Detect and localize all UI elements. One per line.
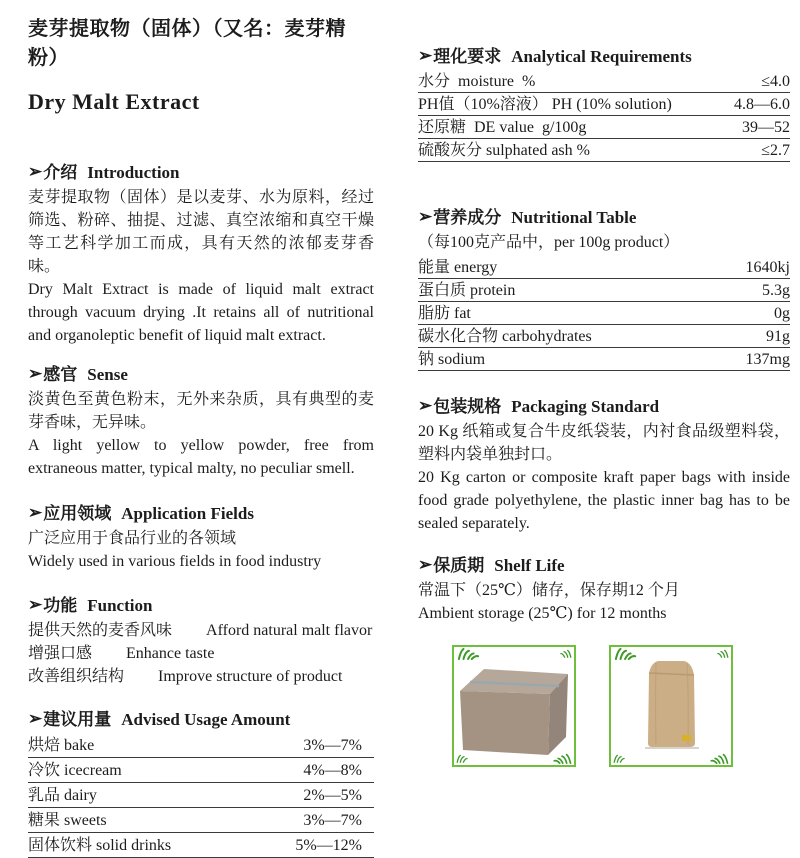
table-row xyxy=(28,758,374,783)
function-heading xyxy=(28,595,374,617)
grass-decoration-icon xyxy=(552,753,572,764)
row-label: 蛋白质 protein xyxy=(418,282,516,299)
row-label: 糖果 sweets xyxy=(28,812,107,829)
page-title-zh: 麦芽提取物（固体）（又名：麦芽精粉） xyxy=(28,18,346,69)
row-value: 3%—7% xyxy=(303,812,362,829)
section-arrow-icon: ➢ xyxy=(418,555,433,574)
heading-en: Packaging Standard xyxy=(511,397,660,416)
row-label: 能量 energy xyxy=(418,259,498,276)
section-arrow-icon: ➢ xyxy=(28,503,43,522)
row-label: 冷饮 icecream xyxy=(28,762,122,779)
packaging-body-en: 20 Kg carton or composite kraft paper bags with inside food grade polyethylene, the plastic inner bag has to be sealed separately. xyxy=(418,469,790,532)
heading-zh: 感官 xyxy=(43,365,78,384)
analytical-table xyxy=(418,70,790,162)
section-arrow-icon: ➢ xyxy=(28,595,43,614)
row-label: PH值（10%溶液） PH (10% solution) xyxy=(418,96,672,113)
table-row xyxy=(418,256,790,279)
right-column xyxy=(418,0,790,767)
kraft-bag-photo-frame xyxy=(609,645,733,767)
packaging-heading xyxy=(418,396,790,418)
introduction-heading xyxy=(28,162,374,184)
nutrition-note: （每100克产品中，per 100g product） xyxy=(418,234,680,251)
grass-decoration-icon xyxy=(556,648,572,659)
table-row xyxy=(418,302,790,325)
table-row xyxy=(28,808,374,833)
section-arrow-icon: ➢ xyxy=(28,162,43,181)
row-value: 2%—5% xyxy=(303,787,362,804)
application-body-en: Widely used in various fields in food industry xyxy=(28,553,322,570)
row-value: 4%—8% xyxy=(303,762,362,779)
section-introduction xyxy=(28,162,374,347)
row-label: 烘焙 bake xyxy=(28,737,95,754)
heading-zh: 介绍 xyxy=(43,163,78,182)
row-label: 脂肪 fat xyxy=(418,305,471,322)
carton-photo-frame xyxy=(452,645,576,767)
section-arrow-icon: ➢ xyxy=(418,396,433,415)
heading-en: Shelf Life xyxy=(494,556,565,575)
row-value: 5.3g xyxy=(762,282,790,299)
heading-en: Introduction xyxy=(87,163,180,182)
section-analytical-requirements xyxy=(418,0,790,162)
row-value: 4.8—6.0 xyxy=(734,96,790,113)
row-value: 91g xyxy=(766,328,790,345)
heading-en: Nutritional Table xyxy=(511,208,637,227)
function-item xyxy=(28,665,374,688)
row-value: 137mg xyxy=(745,351,790,368)
heading-zh: 功能 xyxy=(43,596,78,615)
heading-en: Sense xyxy=(87,365,128,384)
row-label: 固体饮料 solid drinks xyxy=(28,837,172,854)
grass-decoration-icon xyxy=(456,648,482,659)
grass-decoration-icon xyxy=(713,648,729,659)
application-body-zh: 广泛应用于食品行业的各领域 xyxy=(28,530,237,547)
function-item-zh: 改善组织结构 xyxy=(28,668,125,685)
row-value: ≤4.0 xyxy=(761,73,790,90)
heading-en: Analytical Requirements xyxy=(511,47,692,66)
row-label: 碳水化合物 carbohydrates xyxy=(418,328,592,345)
nutrition-table xyxy=(418,256,790,371)
grass-decoration-icon xyxy=(456,753,472,764)
section-packaging-standard xyxy=(418,396,790,535)
section-arrow-icon: ➢ xyxy=(418,46,433,65)
function-item-en: Improve structure of product xyxy=(158,668,343,685)
function-item-en: Afford natural malt flavor xyxy=(206,622,373,639)
sense-body-zh: 淡黄色至黄色粉末，无外来杂质，具有典型的麦芽香味，无异味。 xyxy=(28,391,374,431)
row-label: 水分 moisture % xyxy=(418,73,536,90)
heading-en: Advised Usage Amount xyxy=(121,710,291,729)
table-row xyxy=(418,348,790,371)
application-heading xyxy=(28,503,374,525)
row-value: 1640kj xyxy=(745,259,790,276)
kraft-bag-photo xyxy=(611,647,731,765)
row-value: 5%—12% xyxy=(295,837,362,854)
introduction-body-en: Dry Malt Extract is made of liquid malt extract through vacuum drying .It retains all of nutritional and organoleptic benefit of liquid malt extract. xyxy=(28,281,374,344)
shelf-life-heading xyxy=(418,555,790,577)
row-label: 钠 sodium xyxy=(418,351,486,368)
page-title-en: Dry Malt Extract xyxy=(28,89,200,114)
usage-heading xyxy=(28,709,374,731)
nutrition-heading xyxy=(418,207,790,229)
section-nutritional-table xyxy=(418,207,790,371)
row-label: 硫酸灰分 sulphated ash % xyxy=(418,142,590,159)
function-item-zh: 增强口感 xyxy=(28,645,93,662)
table-row xyxy=(28,733,374,758)
table-row xyxy=(418,279,790,302)
section-arrow-icon: ➢ xyxy=(28,364,43,383)
function-item-en: Enhance taste xyxy=(126,645,215,662)
heading-zh: 营养成分 xyxy=(433,208,502,227)
packaging-photos xyxy=(452,645,790,767)
section-advised-usage xyxy=(28,709,374,858)
table-row xyxy=(28,833,374,858)
table-row xyxy=(418,70,790,93)
row-value: 3%—7% xyxy=(303,737,362,754)
grass-decoration-icon xyxy=(709,753,729,764)
section-sense xyxy=(28,364,374,480)
shelf-life-body-en: Ambient storage (25℃) for 12 months xyxy=(418,605,667,622)
heading-zh: 包装规格 xyxy=(433,397,502,416)
grass-decoration-icon xyxy=(613,648,639,659)
section-function xyxy=(28,595,374,688)
left-column xyxy=(28,0,374,858)
row-value: 0g xyxy=(774,305,790,322)
heading-zh: 理化要求 xyxy=(433,47,502,66)
introduction-body-zh: 麦芽提取物（固体）是以麦芽、水为原料，经过筛选、粉碎、抽提、过滤、真空浓缩和真空干燥等工艺科学加工而成，具有天然的浓郁麦芽香味。 xyxy=(28,189,374,275)
sense-body-en: A light yellow to yellow powder, free from extraneous matter, typical malty, no peculiar smell. xyxy=(28,437,374,477)
section-application-fields xyxy=(28,503,374,573)
heading-zh: 建议用量 xyxy=(43,710,112,729)
heading-en: Function xyxy=(87,596,153,615)
table-row xyxy=(418,325,790,348)
row-label: 乳品 dairy xyxy=(28,787,97,804)
packaging-body-zh: 20 Kg 纸箱或复合牛皮纸袋装，内衬食品级塑料袋，塑料内袋单独封口。 xyxy=(418,423,790,463)
row-value: ≤2.7 xyxy=(761,142,790,159)
table-row xyxy=(418,93,790,116)
function-item xyxy=(28,642,374,665)
row-label: 还原糖 DE value g/100g xyxy=(418,119,587,136)
sense-heading xyxy=(28,364,374,386)
section-shelf-life xyxy=(418,555,790,625)
table-row xyxy=(418,139,790,162)
grass-decoration-icon xyxy=(613,753,629,764)
function-item xyxy=(28,619,374,642)
row-value: 39—52 xyxy=(742,119,790,136)
heading-en: Application Fields xyxy=(121,504,254,523)
heading-zh: 应用领域 xyxy=(43,504,112,523)
usage-table xyxy=(28,733,374,858)
carton-photo xyxy=(454,647,574,765)
heading-zh: 保质期 xyxy=(433,556,485,575)
analytical-heading xyxy=(418,46,790,68)
section-arrow-icon: ➢ xyxy=(418,207,433,226)
table-row xyxy=(418,116,790,139)
section-arrow-icon: ➢ xyxy=(28,709,43,728)
function-item-zh: 提供天然的麦香风味 xyxy=(28,622,173,639)
table-row xyxy=(28,783,374,808)
shelf-life-body-zh: 常温下（25℃）储存，保存期12 个月 xyxy=(418,582,680,599)
